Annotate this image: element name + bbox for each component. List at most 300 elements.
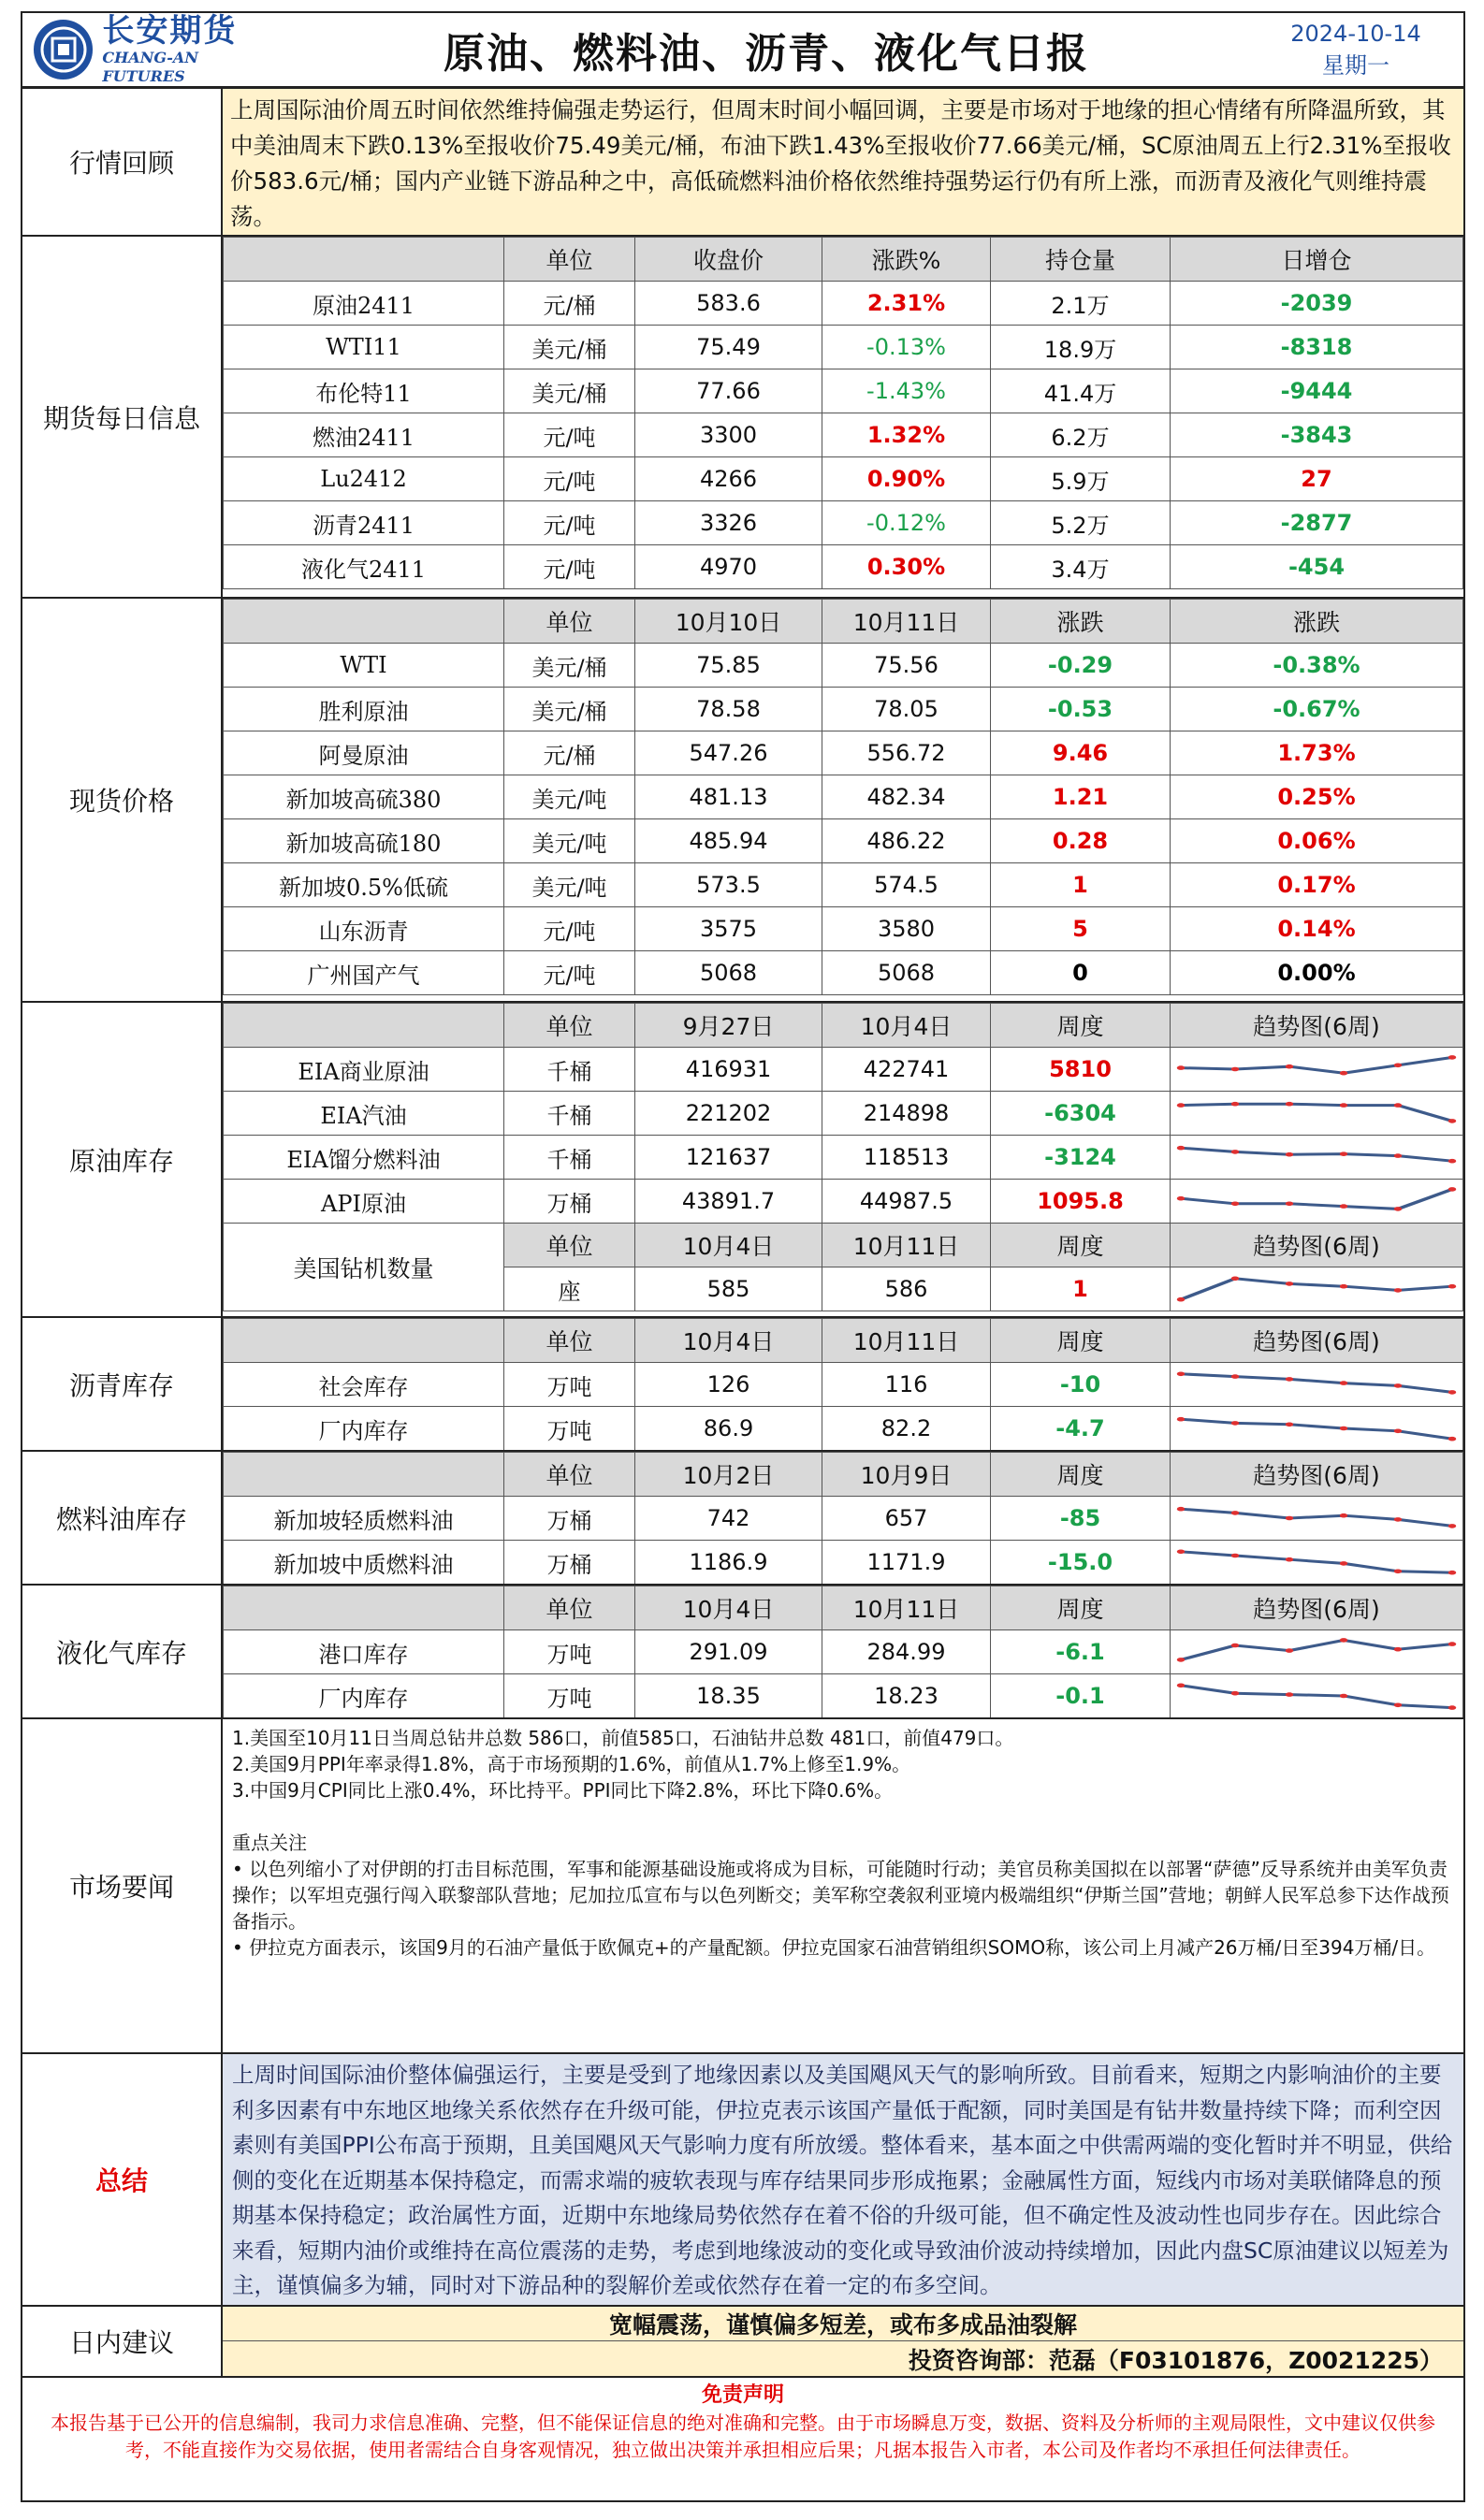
trend-point — [1394, 1517, 1402, 1522]
disclaimer-text: 本报告基于已公开的信息编制，我司力求信息准确、完整，但不能保证信息的绝对准确和完整。由于市场瞬息万变，数据、资料及分析师的主观局限性，文中建议仅供参考，不能直接作为交易依据，使用者需结合自身客观情况，独立做出决策并承担相应后果；凡据本报告入市者，本公司及作者均不承担任何法律责任。 — [51, 2411, 1435, 2461]
trend-point — [1231, 1374, 1239, 1379]
table-row — [224, 1497, 1463, 1541]
table-header-row — [224, 1004, 1463, 1048]
column-header: 单位 — [504, 1224, 635, 1267]
column-header: 涨跌% — [822, 238, 991, 282]
trend-point — [1177, 1065, 1185, 1070]
trend-point — [1394, 1288, 1402, 1293]
column-header: 单位 — [504, 1586, 635, 1630]
change-percent: -0.13% — [822, 326, 991, 369]
weekly-change: -0.1 — [991, 1674, 1171, 1718]
table-header-row — [224, 238, 1463, 282]
column-header: 趋势图(6周) — [1171, 1224, 1463, 1267]
price-day2: 486.22 — [822, 819, 991, 863]
unit-cell: 万桶 — [504, 1541, 635, 1585]
price-day2: 574.5 — [822, 863, 991, 907]
price-day1: 547.26 — [635, 731, 822, 775]
price-change: 1.21 — [991, 775, 1171, 819]
change-percent: -1.43% — [822, 369, 991, 413]
section-label: 行情回顾 — [22, 89, 223, 235]
trend-sparkline — [1171, 1048, 1463, 1092]
contract-name: 液化气2411 — [224, 545, 504, 589]
unit-cell: 万吨 — [504, 1407, 635, 1451]
inventory-name: 港口库存 — [224, 1630, 504, 1674]
trend-point — [1340, 1204, 1347, 1209]
contract-name: Lu2412 — [224, 457, 504, 501]
inventory-name: 新加坡中质燃料油 — [224, 1541, 504, 1585]
value-curr: 214898 — [822, 1092, 991, 1136]
column-header: 10月11日 — [822, 1224, 991, 1267]
trend-point — [1340, 1427, 1347, 1431]
price-change-percent: 0.14% — [1171, 907, 1463, 951]
price-change: -0.53 — [991, 688, 1171, 731]
trend-point — [1177, 1417, 1185, 1422]
column-header: 涨跌 — [991, 600, 1171, 644]
inventory-name: API原油 — [224, 1180, 504, 1224]
trend-point — [1231, 1277, 1239, 1282]
market-review-text: 上周国际油价周五时间依然维持偏强走势运行，但周末时间小幅回调，主要是市场对于地缘的担心情绪有所降温所致，其中美油周末下跌0.13%至报收价75.49美元/桶，布油下跌1.43%至报收价77.66美元/桶，SC原油周五上行2.31%至报收价583.6元/桶；国内产业链下游品种之中，高低硫燃料油价格依然维持强势运行仍有所上涨，而沥青及液化气则维持震荡。 — [223, 89, 1463, 235]
value-curr: 586 — [822, 1267, 991, 1311]
table-row — [224, 819, 1463, 863]
close-price: 77.66 — [635, 369, 822, 413]
unit-cell: 千桶 — [504, 1136, 635, 1180]
close-price: 3300 — [635, 413, 822, 457]
daily-oi-change: -3843 — [1171, 413, 1463, 457]
focus-item: • 伊拉克方面表示，该国9月的石油产量低于欧佩克+的产量配额。伊拉克国家石油营销组织SOMO称，该公司上月减产26万桶/日至394万桶/日。 — [232, 1936, 1436, 1959]
focus-item: • 以色列缩小了对伊朗的打击目标范围，军事和能源基础设施或将成为目标，可能随时行动；美官员称美国拟在以部署“萨德”反导系统并由美军负责操作；以军坦克强行闯入联黎部队营地；尼加拉瓜宣布与以色列断交；美军称空袭叙利亚境内极端组织“伊斯兰国”营地；朝鲜人民军总参下达作战预备指示。 — [232, 1858, 1449, 1933]
trend-sparkline — [1171, 1092, 1463, 1136]
unit-cell: 元/吨 — [504, 951, 635, 995]
column-header: 周度 — [991, 1004, 1171, 1048]
spot-table — [223, 599, 1463, 995]
price-day2: 75.56 — [822, 644, 991, 688]
date-box — [1248, 18, 1463, 81]
price-change-percent: 0.25% — [1171, 775, 1463, 819]
trend-point — [1340, 1151, 1347, 1156]
trend-point — [1286, 1557, 1293, 1562]
trend-point — [1340, 1103, 1347, 1108]
column-header: 9月27日 — [635, 1004, 822, 1048]
product-name: WTI — [224, 644, 504, 688]
column-header: 10月2日 — [635, 1453, 822, 1497]
unit-cell: 美元/吨 — [504, 863, 635, 907]
column-header: 周度 — [991, 1319, 1171, 1363]
open-interest: 41.4万 — [991, 369, 1171, 413]
table-row — [224, 907, 1463, 951]
trend-line — [1181, 1057, 1452, 1073]
trend-sparkline — [1171, 1541, 1463, 1585]
table-row — [224, 1136, 1463, 1180]
market-news-body — [223, 1719, 1463, 1966]
trend-point — [1448, 1284, 1456, 1289]
price-day1: 485.94 — [635, 819, 822, 863]
value-prev: 221202 — [635, 1092, 822, 1136]
change-percent: 2.31% — [822, 282, 991, 326]
column-header: 持仓量 — [991, 238, 1171, 282]
value-curr: 284.99 — [822, 1630, 991, 1674]
contract-name: 沥青2411 — [224, 501, 504, 545]
trend-point — [1286, 1282, 1293, 1286]
column-header — [224, 600, 504, 644]
value-prev: 585 — [635, 1267, 822, 1311]
price-day2: 5068 — [822, 951, 991, 995]
column-header: 趋势图(6周) — [1171, 1004, 1463, 1048]
unit-cell: 万吨 — [504, 1630, 635, 1674]
price-day1: 573.5 — [635, 863, 822, 907]
value-prev: 291.09 — [635, 1630, 822, 1674]
inventory-name: EIA馏分燃料油 — [224, 1136, 504, 1180]
contract-name: 原油2411 — [224, 282, 504, 326]
value-prev: 86.9 — [635, 1407, 822, 1451]
change-percent: 0.30% — [822, 545, 991, 589]
product-name: 新加坡0.5%低硫 — [224, 863, 504, 907]
company-logo — [22, 13, 284, 86]
section-label: 沥青库存 — [22, 1318, 223, 1450]
column-header: 10月4日 — [822, 1004, 991, 1048]
disclaimer — [21, 2376, 1465, 2502]
daily-oi-change: -9444 — [1171, 369, 1463, 413]
daily-oi-change: -454 — [1171, 545, 1463, 589]
column-header: 10月11日 — [822, 600, 991, 644]
trend-point — [1340, 1381, 1347, 1385]
product-name: 广州国产气 — [224, 951, 504, 995]
close-price: 4970 — [635, 545, 822, 589]
unit-cell: 元/吨 — [504, 457, 635, 501]
close-price: 583.6 — [635, 282, 822, 326]
weekly-change: 5810 — [991, 1048, 1171, 1092]
close-price: 3326 — [635, 501, 822, 545]
intraday-advice-section — [21, 2305, 1465, 2378]
trend-point — [1448, 1119, 1456, 1123]
trend-point — [1340, 1284, 1347, 1289]
trend-line — [1181, 1552, 1452, 1572]
table-row — [224, 326, 1463, 369]
table-row — [224, 731, 1463, 775]
column-header: 10月4日 — [635, 1224, 822, 1267]
value-curr: 82.2 — [822, 1407, 991, 1451]
analyst-credit: 投资咨询部：范磊（F03101876，Z0021225） — [223, 2341, 1463, 2376]
unit-cell: 万桶 — [504, 1497, 635, 1541]
value-curr: 18.23 — [822, 1674, 991, 1718]
trend-line — [1181, 1509, 1452, 1526]
report-header — [21, 11, 1465, 88]
trend-line — [1181, 1279, 1452, 1299]
rig-header-row — [224, 1224, 1463, 1267]
trend-sparkline — [1171, 1497, 1463, 1541]
trend-sparkline — [1171, 1136, 1463, 1180]
table-header-row — [224, 1453, 1463, 1497]
unit-cell: 千桶 — [504, 1048, 635, 1092]
table-row — [224, 644, 1463, 688]
price-day2: 556.72 — [822, 731, 991, 775]
value-prev: 121637 — [635, 1136, 822, 1180]
trend-point — [1177, 1103, 1185, 1108]
trend-point — [1286, 1423, 1293, 1427]
price-change: 9.46 — [991, 731, 1171, 775]
value-prev: 1186.9 — [635, 1541, 822, 1585]
trend-point — [1340, 1638, 1347, 1643]
summary-section — [21, 2052, 1465, 2307]
logo-chinese-name: 长安期货 — [102, 12, 238, 50]
weekly-change: -85 — [991, 1497, 1171, 1541]
market-news-section — [21, 1717, 1465, 2054]
summary-text: 上周时间国际油价整体偏强运行，主要是受到了地缘因素以及美国飓风天气的影响所致。目前看来，短期之内影响油价的主要利多因素有中东地区地缘关系依然存在升级可能，伊拉克表示该国产量低于配额，同时美国是有钻井数量持续下降；而利空因素则有美国PPI公布高于预期，且美国飓风天气影响力度有所放缓。整体看来，基本面之中供需两端的变化暂时并不明显，供给侧的变化在近期基本保持稳定，而需求端的疲软表现与库存结果同步形成拖累；金融属性方面，短线内市场对美联储降息的预期基本保持稳定；政治属性方面，近期中东地缘局势依然存在着不俗的升级可能，但不确定性及波动性也同步存在。因此综合来看，短期内油价或维持在高位震荡的走势，考虑到地缘波动的变化或导致油价波动持续增加，因此内盘SC原油建议以短差为主，谨慎偏多为辅，同时对下游品种的裂解价差或依然存在着一定的布多空间。 — [223, 2054, 1463, 2305]
price-change-percent: 1.73% — [1171, 731, 1463, 775]
change-percent: 0.90% — [822, 457, 991, 501]
trend-line — [1181, 1148, 1452, 1161]
daily-oi-change: -2877 — [1171, 501, 1463, 545]
column-header: 单位 — [504, 600, 635, 644]
logo-mark-icon — [34, 20, 93, 80]
table-row — [224, 688, 1463, 731]
table-row — [224, 413, 1463, 457]
table-row — [224, 545, 1463, 589]
product-name: 新加坡高硫380 — [224, 775, 504, 819]
value-curr: 44987.5 — [822, 1180, 991, 1224]
daily-oi-change: -2039 — [1171, 282, 1463, 326]
news-item: 1.美国至10月11日当周总钻井总数 586口，前值585口，石油钻井总数 481口，前值479口。 — [232, 1727, 1014, 1749]
section-label: 液化气库存 — [22, 1586, 223, 1717]
value-curr: 116 — [822, 1363, 991, 1407]
price-change: 0 — [991, 951, 1171, 995]
trend-point — [1231, 1644, 1239, 1648]
close-price: 4266 — [635, 457, 822, 501]
price-change: 0.28 — [991, 819, 1171, 863]
weekly-change: -6.1 — [991, 1630, 1171, 1674]
open-interest: 18.9万 — [991, 326, 1171, 369]
trend-sparkline — [1171, 1267, 1463, 1311]
news-item: 3.中国9月CPI同比上涨0.4%，环比持平。PPI同比下降2.8%，环比下降0.6%。 — [232, 1779, 894, 1802]
table-row — [224, 1541, 1463, 1585]
column-header — [224, 1004, 504, 1048]
price-day2: 78.05 — [822, 688, 991, 731]
trend-line — [1181, 1419, 1452, 1439]
table-row — [224, 1180, 1463, 1224]
table-header-row — [224, 1319, 1463, 1363]
logo-english-name: CHANG-AN FUTURES — [102, 49, 198, 85]
weekly-change: -10 — [991, 1363, 1171, 1407]
trend-sparkline — [1171, 1407, 1463, 1451]
trend-point — [1286, 1692, 1293, 1697]
trend-point — [1448, 1571, 1456, 1575]
trend-point — [1177, 1684, 1185, 1688]
asphalt-inventory-table — [223, 1318, 1463, 1451]
trend-point — [1177, 1658, 1185, 1662]
price-change-percent: 0.17% — [1171, 863, 1463, 907]
open-interest: 2.1万 — [991, 282, 1171, 326]
unit-cell: 万吨 — [504, 1674, 635, 1718]
daily-oi-change: -8318 — [1171, 326, 1463, 369]
trend-point — [1394, 1429, 1402, 1434]
column-header — [224, 1586, 504, 1630]
weekly-change: 1 — [991, 1267, 1171, 1311]
trend-point — [1340, 1694, 1347, 1699]
unit-cell: 元/桶 — [504, 282, 635, 326]
unit-cell: 元/吨 — [504, 907, 635, 951]
trend-line — [1181, 1686, 1452, 1708]
change-percent: 1.32% — [822, 413, 991, 457]
table-row — [224, 1630, 1463, 1674]
trend-point — [1448, 1437, 1456, 1441]
table-row — [224, 1674, 1463, 1718]
unit-cell: 美元/桶 — [504, 369, 635, 413]
trend-line — [1181, 1640, 1452, 1659]
daily-oi-change: 27 — [1171, 457, 1463, 501]
unit-cell: 美元/桶 — [504, 688, 635, 731]
value-prev: 416931 — [635, 1048, 822, 1092]
trend-point — [1286, 1648, 1293, 1653]
trend-point — [1231, 1067, 1239, 1072]
section-label: 现货价格 — [22, 599, 223, 1001]
table-row — [224, 501, 1463, 545]
section-label: 市场要闻 — [22, 1719, 223, 2052]
advice-text: 宽幅震荡，谨慎偏多短差，或布多成品油裂解 — [223, 2307, 1463, 2341]
column-header: 周度 — [991, 1453, 1171, 1497]
trend-point — [1394, 1647, 1402, 1652]
section-label: 期货每日信息 — [22, 237, 223, 597]
unit-cell: 万吨 — [504, 1363, 635, 1407]
price-day2: 3580 — [822, 907, 991, 951]
trend-point — [1286, 1516, 1293, 1521]
trend-sparkline — [1171, 1180, 1463, 1224]
column-header: 涨跌 — [1171, 600, 1463, 644]
unit-cell: 美元/桶 — [504, 326, 635, 369]
trend-sparkline — [1171, 1630, 1463, 1674]
lpg-inventory-section — [21, 1584, 1465, 1719]
trend-point — [1231, 1421, 1239, 1426]
column-header: 收盘价 — [635, 238, 822, 282]
trend-line — [1181, 1104, 1452, 1121]
unit-cell: 美元/吨 — [504, 775, 635, 819]
inventory-name: 社会库存 — [224, 1363, 504, 1407]
crude-inventory-section — [21, 1001, 1465, 1318]
price-change: 5 — [991, 907, 1171, 951]
unit-cell: 千桶 — [504, 1092, 635, 1136]
price-day1: 78.58 — [635, 688, 822, 731]
trend-point — [1448, 1390, 1456, 1395]
value-prev: 43891.7 — [635, 1180, 822, 1224]
value-curr: 118513 — [822, 1136, 991, 1180]
change-percent: -0.12% — [822, 501, 991, 545]
disclaimer-title: 免责声明 — [701, 2383, 784, 2407]
unit-cell: 元/桶 — [504, 731, 635, 775]
column-header: 单位 — [504, 1004, 635, 1048]
price-day1: 75.85 — [635, 644, 822, 688]
section-label: 日内建议 — [22, 2307, 223, 2376]
price-day1: 481.13 — [635, 775, 822, 819]
table-row — [224, 1407, 1463, 1451]
trend-point — [1231, 1691, 1239, 1696]
inventory-name: 厂内库存 — [224, 1674, 504, 1718]
table-row — [224, 369, 1463, 413]
price-change-percent: 0.06% — [1171, 819, 1463, 863]
column-header: 趋势图(6周) — [1171, 1453, 1463, 1497]
table-row — [224, 1363, 1463, 1407]
trend-point — [1448, 1187, 1456, 1192]
section-label: 总结 — [22, 2054, 223, 2305]
table-row — [224, 951, 1463, 995]
value-curr: 657 — [822, 1497, 991, 1541]
column-header — [224, 1453, 504, 1497]
futures-table — [223, 237, 1463, 589]
column-header: 趋势图(6周) — [1171, 1319, 1463, 1363]
trend-point — [1340, 1561, 1347, 1566]
value-prev: 742 — [635, 1497, 822, 1541]
inventory-name: 新加坡轻质燃料油 — [224, 1497, 504, 1541]
trend-point — [1177, 1146, 1185, 1151]
trend-point — [1177, 1372, 1185, 1377]
spot-price-section — [21, 597, 1465, 1003]
price-day2: 482.34 — [822, 775, 991, 819]
trend-point — [1286, 1202, 1293, 1207]
open-interest: 5.9万 — [991, 457, 1171, 501]
section-label: 燃料油库存 — [22, 1452, 223, 1584]
column-header: 单位 — [504, 1453, 635, 1497]
fuel-oil-inventory-section — [21, 1450, 1465, 1586]
close-price: 75.49 — [635, 326, 822, 369]
column-header: 10月11日 — [822, 1586, 991, 1630]
unit-cell: 万桶 — [504, 1180, 635, 1224]
column-header — [224, 1319, 504, 1363]
weekly-change: 1095.8 — [991, 1180, 1171, 1224]
inventory-name: EIA商业原油 — [224, 1048, 504, 1092]
unit-cell: 座 — [504, 1267, 635, 1311]
unit-cell: 美元/吨 — [504, 819, 635, 863]
report-title: 原油、燃料油、沥青、液化气日报 — [444, 30, 1089, 78]
table-row — [224, 1048, 1463, 1092]
open-interest: 3.4万 — [991, 545, 1171, 589]
trend-sparkline — [1171, 1674, 1463, 1718]
price-day1: 5068 — [635, 951, 822, 995]
trend-point — [1448, 1705, 1456, 1710]
column-header: 10月10日 — [635, 600, 822, 644]
trend-point — [1286, 1102, 1293, 1107]
trend-point — [1286, 1064, 1293, 1069]
column-header: 10月4日 — [635, 1319, 822, 1363]
price-change-percent: -0.67% — [1171, 688, 1463, 731]
contract-name: WTI11 — [224, 326, 504, 369]
trend-point — [1177, 1297, 1185, 1302]
table-header-row — [224, 1586, 1463, 1630]
asphalt-inventory-section — [21, 1316, 1465, 1452]
weekly-change: -4.7 — [991, 1407, 1171, 1451]
column-header: 周度 — [991, 1224, 1171, 1267]
report-date: 2024-10-14 — [1290, 21, 1421, 47]
column-header — [224, 238, 504, 282]
section-label: 原油库存 — [22, 1003, 223, 1316]
news-item: 2.美国9月PPI年率录得1.8%，高于市场预期的1.6%，前值从1.7%上修至1.9%。 — [232, 1753, 911, 1775]
unit-cell: 元/吨 — [504, 413, 635, 457]
market-review-section — [21, 87, 1465, 237]
product-name: 胜利原油 — [224, 688, 504, 731]
crude-inventory-table — [223, 1003, 1463, 1311]
table-row — [224, 863, 1463, 907]
value-curr: 422741 — [822, 1048, 991, 1092]
product-name: 新加坡高硫180 — [224, 819, 504, 863]
trend-sparkline — [1171, 1363, 1463, 1407]
price-change: -0.29 — [991, 644, 1171, 688]
inventory-name: EIA汽油 — [224, 1092, 504, 1136]
trend-point — [1231, 1150, 1239, 1154]
trend-point — [1286, 1377, 1293, 1382]
table-row — [224, 1092, 1463, 1136]
trend-point — [1231, 1554, 1239, 1558]
lpg-inventory-table — [223, 1586, 1463, 1718]
value-prev: 18.35 — [635, 1674, 822, 1718]
futures-section — [21, 235, 1465, 599]
trend-point — [1177, 1550, 1185, 1555]
weekly-change: -15.0 — [991, 1541, 1171, 1585]
